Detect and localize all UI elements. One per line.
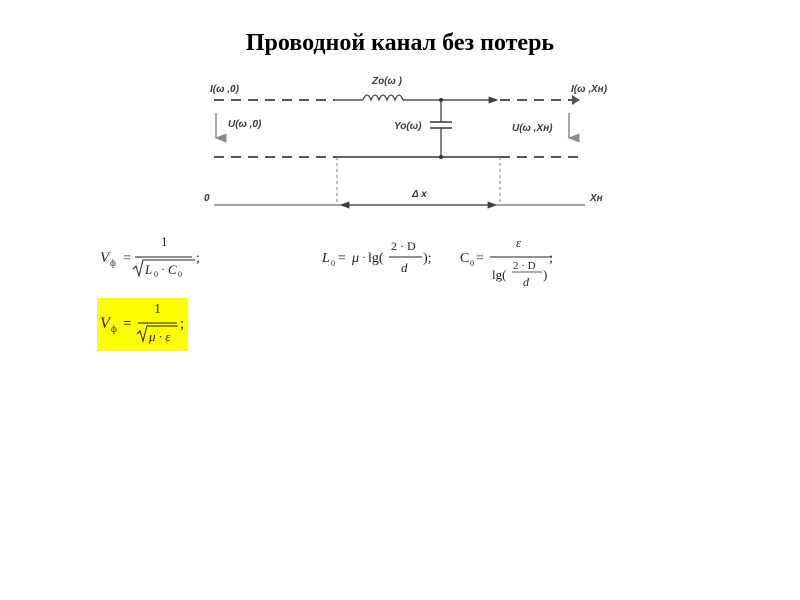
label-admittance: Yo(ω) <box>394 121 422 132</box>
svg-text:2 · D: 2 · D <box>513 260 536 272</box>
svg-text:C: C <box>168 262 177 277</box>
svg-text:0: 0 <box>470 259 474 268</box>
svg-text:=: = <box>123 251 131 266</box>
formula-inductance <box>321 239 432 275</box>
svg-text:μ: μ <box>352 251 360 266</box>
label-x-end: Xн <box>590 193 603 204</box>
svg-text:ф: ф <box>110 258 116 268</box>
svg-text:0: 0 <box>178 270 182 279</box>
svg-text:V: V <box>100 315 110 332</box>
label-voltage-end: U(ω ,Xн) <box>512 123 553 134</box>
label-origin: 0 <box>204 193 210 204</box>
svg-text:ε: ε <box>516 235 522 250</box>
svg-text:;: ; <box>196 251 200 266</box>
formula-capacitance <box>460 235 553 289</box>
svg-text:1: 1 <box>154 302 161 317</box>
svg-text:L: L <box>145 262 153 277</box>
svg-text:1: 1 <box>161 234 168 249</box>
label-impedance: Zo(ω ) <box>372 76 402 87</box>
slide-title: Проводной канал без потерь <box>245 30 555 56</box>
svg-text:=: = <box>476 251 484 266</box>
current-out-arrowhead <box>572 95 580 105</box>
svg-text:lg(: lg( <box>368 251 384 266</box>
formula-velocity-mu-eps <box>100 302 184 344</box>
label-current-start: I(ω ,0) <box>210 84 239 95</box>
svg-text:=: = <box>123 316 132 332</box>
svg-text:=: = <box>338 251 346 266</box>
svg-text:μ · ε: μ · ε <box>149 329 171 344</box>
svg-text:);: ); <box>423 251 432 266</box>
svg-text:ф: ф <box>111 324 117 334</box>
svg-text:;: ; <box>549 251 553 266</box>
svg-text:lg(: lg( <box>492 267 507 282</box>
svg-text:;: ; <box>180 316 185 332</box>
label-current-end: I(ω ,Xн) <box>571 84 608 95</box>
svg-text:d: d <box>401 260 408 275</box>
svg-text:L: L <box>322 251 330 266</box>
svg-text:C: C <box>460 251 470 266</box>
svg-text:V: V <box>100 250 110 266</box>
svg-text:·: · <box>362 250 366 264</box>
formula-velocity-lc <box>100 234 200 279</box>
svg-text:·: · <box>161 262 165 276</box>
svg-text:0: 0 <box>331 259 335 268</box>
svg-text:0: 0 <box>154 270 158 279</box>
label-voltage-start: U(ω ,0) <box>228 119 262 130</box>
label-delta-x: Δ x <box>412 189 427 200</box>
svg-text:2 · D: 2 · D <box>391 239 416 253</box>
svg-text:d: d <box>523 275 529 289</box>
inductor-coil <box>363 95 403 100</box>
svg-text:): ) <box>543 267 548 282</box>
